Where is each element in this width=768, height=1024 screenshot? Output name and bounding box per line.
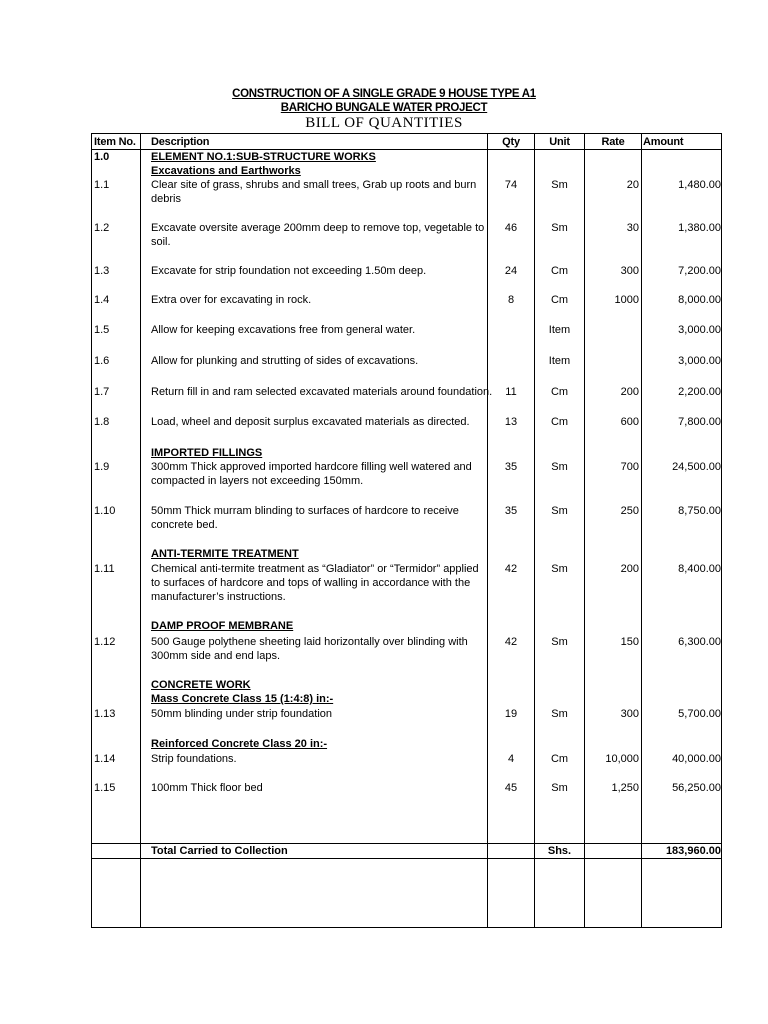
section-heading-mass-concrete: Mass Concrete Class 15 (1:4:8) in:- [151, 693, 334, 705]
row-item-no: 1.13 [94, 708, 116, 720]
row-rate: 1000 [614, 294, 639, 306]
row-qty: 4 [507, 753, 515, 765]
header-rate: Rate [601, 136, 625, 148]
row-rate: 10,000 [605, 753, 639, 765]
header-amount: Amount [643, 136, 684, 148]
row-description: Chemical anti-termite treatment as “Gladiator” or “Termidor” applied to surfaces of hardcore and tops of walling in accordance with the manufacturer’s instructions. [151, 563, 479, 603]
row-item-no: 1.14 [94, 753, 116, 765]
column-rule [140, 134, 141, 927]
row-unit: Sm [551, 505, 568, 517]
section-heading-imported-fillings: IMPORTED FILLINGS [151, 447, 263, 459]
row-unit: Sm [551, 222, 568, 234]
row-unit: Cm [550, 294, 569, 306]
header-qty: Qty [502, 136, 520, 148]
row-amount: 56,250.00 [672, 782, 721, 794]
row-rate: 20 [626, 179, 639, 191]
row-unit: Cm [550, 753, 569, 765]
row-item-no: 1.15 [94, 782, 116, 794]
row-amount: 40,000.00 [672, 753, 721, 765]
column-rule [534, 134, 535, 927]
row-description: Clear site of grass, shrubs and small trees, Grab up roots and burn debris [151, 179, 477, 205]
row-description: Allow for keeping excavations free from general water. [151, 324, 416, 336]
row-unit: Item [548, 324, 571, 336]
row-item-no: 1.2 [94, 222, 110, 234]
row-qty: 13 [504, 416, 518, 428]
total-bottom-rule [92, 858, 721, 859]
row-description: Excavate for strip foundation not exceeding 1.50m deep. [151, 265, 427, 277]
row-unit: Sm [551, 636, 568, 648]
row-amount: 8,750.00 [678, 505, 721, 517]
row-unit: Sm [551, 708, 568, 720]
row-item-no: 1.6 [94, 355, 110, 367]
row-unit: Sm [551, 782, 568, 794]
row-qty: 35 [504, 505, 518, 517]
row-qty: 11 [505, 386, 517, 398]
row-item-no: 1.8 [94, 416, 110, 428]
row-qty: 8 [507, 294, 515, 306]
row-unit: Cm [550, 265, 569, 277]
row-amount: 5,700.00 [678, 708, 721, 720]
row-amount: 24,500.00 [672, 461, 721, 473]
row-description: Excavate oversite average 200mm deep to remove top, vegetable to soil. [151, 222, 485, 248]
row-description: 100mm Thick floor bed [151, 782, 263, 794]
row-qty: 46 [504, 222, 518, 234]
row-rate: 600 [620, 416, 639, 428]
row-unit: Cm [550, 386, 569, 398]
row-description: Load, wheel and deposit surplus excavated materials as directed. [151, 416, 470, 428]
row-rate: 200 [620, 386, 639, 398]
row-description: 500 Gauge polythene sheeting laid horizontally over blinding with 300mm side and end laps. [151, 636, 468, 662]
row-description: Return fill in and ram selected excavated materials around foundation. [151, 386, 493, 398]
row-rate: 250 [620, 505, 639, 517]
row-rate: 700 [620, 461, 639, 473]
row-amount: 8,400.00 [678, 563, 721, 575]
row-item-no: 1.5 [94, 324, 110, 336]
section-heading-concrete-work: CONCRETE WORK [151, 679, 251, 691]
title-project-line2: BARICHO BUNGALE WATER PROJECT [280, 102, 488, 114]
row-item-no: 1.3 [94, 265, 110, 277]
row-rate: 300 [620, 265, 639, 277]
row-rate: 30 [626, 222, 639, 234]
row-unit: Item [548, 355, 571, 367]
row-rate: 1,250 [611, 782, 639, 794]
element-item-no: 1.0 [94, 151, 110, 163]
bill-table [91, 133, 722, 928]
row-rate: 300 [620, 708, 639, 720]
row-qty: 35 [504, 461, 518, 473]
row-qty: 24 [504, 265, 518, 277]
section-heading-anti-termite: ANTI-TERMITE TREATMENT [151, 548, 299, 560]
row-item-no: 1.4 [94, 294, 110, 306]
row-description: 300mm Thick approved imported hardcore filling well watered and compacted in layers not exceeding 150mm. [151, 461, 472, 487]
row-description: 50mm Thick murram blinding to surfaces of hardcore to receive concrete bed. [151, 505, 459, 531]
section-heading-excavations: Excavations and Earthworks [151, 165, 301, 177]
row-qty: 45 [504, 782, 518, 794]
title-bill-of-quantities: BILL OF QUANTITIES [305, 115, 463, 131]
total-label: Total Carried to Collection [151, 845, 288, 857]
row-qty: 42 [504, 636, 518, 648]
row-item-no: 1.1 [94, 179, 110, 191]
row-qty: 42 [504, 563, 518, 575]
row-description: Strip foundations. [151, 753, 237, 765]
row-amount: 1,380.00 [678, 222, 721, 234]
title-project-line1: CONSTRUCTION OF A SINGLE GRADE 9 HOUSE TYPE A1 [232, 88, 536, 100]
total-unit: Shs. [547, 845, 572, 857]
row-item-no: 1.10 [94, 505, 116, 517]
header-item-no: Item No. [94, 136, 136, 148]
column-rule [584, 134, 585, 927]
row-amount: 3,000.00 [678, 355, 721, 367]
row-item-no: 1.11 [94, 563, 115, 575]
row-description: Allow for plunking and strutting of sides of excavations. [151, 355, 419, 367]
row-rate: 150 [620, 636, 639, 648]
section-heading-damp-proof: DAMP PROOF MEMBRANE [151, 620, 294, 632]
row-unit: Sm [551, 563, 568, 575]
row-description: 50mm blinding under strip foundation [151, 708, 333, 720]
row-description: Extra over for excavating in rock. [151, 294, 312, 306]
row-amount: 7,800.00 [678, 416, 721, 428]
row-item-no: 1.9 [94, 461, 110, 473]
total-amount: 183,960.00 [665, 845, 721, 857]
header-unit: Unit [549, 136, 570, 148]
section-heading-reinforced-concrete: Reinforced Concrete Class 20 in:- [151, 738, 328, 750]
element-heading: ELEMENT NO.1:SUB-STRUCTURE WORKS [151, 151, 376, 163]
column-rule [641, 134, 642, 927]
row-amount: 8,000.00 [678, 294, 721, 306]
row-rate: 200 [620, 563, 639, 575]
row-amount: 2,200.00 [678, 386, 721, 398]
row-item-no: 1.12 [94, 636, 116, 648]
row-qty: 19 [504, 708, 518, 720]
row-amount: 6,300.00 [678, 636, 721, 648]
row-unit: Cm [550, 416, 569, 428]
row-item-no: 1.7 [94, 386, 110, 398]
header-description: Description [151, 136, 210, 148]
row-amount: 7,200.00 [678, 265, 721, 277]
row-amount: 1,480.00 [678, 179, 721, 191]
row-unit: Sm [551, 461, 568, 473]
row-amount: 3,000.00 [678, 324, 721, 336]
row-unit: Sm [551, 179, 568, 191]
row-qty: 74 [504, 179, 518, 191]
